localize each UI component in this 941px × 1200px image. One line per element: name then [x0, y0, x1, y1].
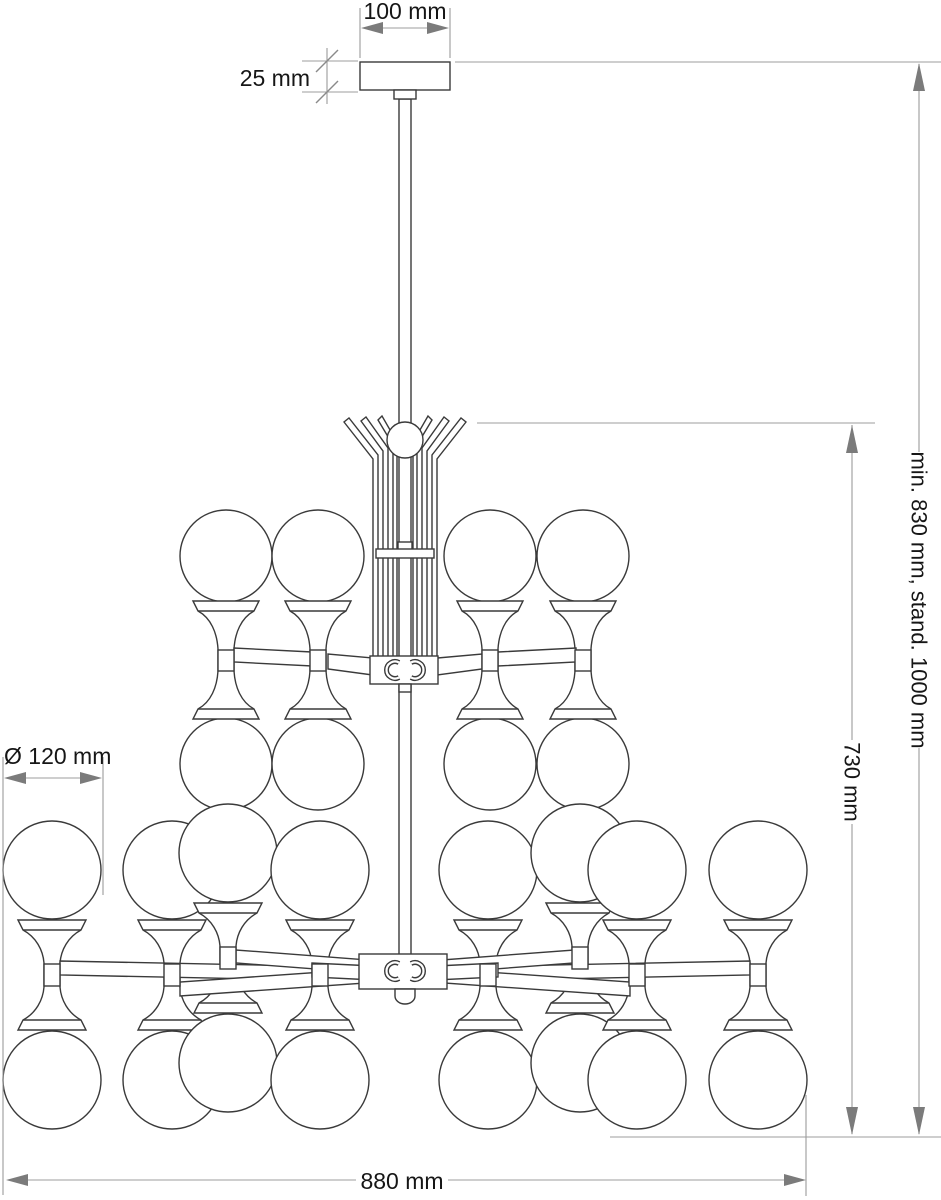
dim-canopy-height-label: 25 mm: [239, 65, 310, 91]
arm-socket: [750, 964, 766, 986]
canopy: [360, 62, 450, 99]
arm-socket: [480, 964, 496, 986]
arrow-right: [80, 772, 102, 784]
arrow-up: [913, 63, 925, 91]
dim-globe-diameter-label: Ø 120 mm: [4, 743, 112, 769]
hub-stub: [399, 684, 411, 692]
canopy-connector: [394, 90, 416, 99]
dim-canopy-height: [240, 48, 358, 104]
arm-socket: [482, 650, 498, 671]
dim-fixture-height-label: 730 mm: [839, 742, 865, 822]
canopy-plate: [360, 62, 450, 90]
arrow-right: [784, 1174, 806, 1186]
dim-canopy-width-label: 100 mm: [363, 0, 447, 24]
dim-canopy-width: [360, 0, 450, 58]
arm-socket: [218, 650, 234, 671]
dim-fixture-height: [477, 423, 875, 1135]
bottom-finial: [395, 989, 415, 1004]
arrow-left: [6, 1174, 28, 1186]
arrow-down: [913, 1107, 925, 1135]
arm-socket: [164, 964, 180, 986]
arm-socket: [629, 964, 645, 986]
arm-socket: [312, 964, 328, 986]
arrow-down: [846, 1107, 858, 1135]
dim-fixture-width: [6, 1095, 806, 1196]
arm-socket: [44, 964, 60, 986]
arm-socket: [575, 650, 591, 671]
hang-rod: [399, 99, 411, 955]
dim-fixture-width-label: 880 mm: [360, 1168, 444, 1194]
arrow-up: [846, 425, 858, 453]
arm-socket: [572, 947, 588, 969]
arm-socket: [310, 650, 326, 671]
crown-ball: [387, 422, 423, 458]
arm-bar: [234, 648, 312, 666]
arm-bar: [498, 648, 576, 666]
dim-overall-height-label: min. 830 mm, stand. 1000 mm: [906, 451, 932, 749]
arrow-left: [4, 772, 26, 784]
upper-tier-hub: [370, 656, 438, 692]
lower-tier-hub: [359, 954, 447, 1004]
crown-collar: [376, 549, 434, 558]
arm-socket: [220, 947, 236, 969]
